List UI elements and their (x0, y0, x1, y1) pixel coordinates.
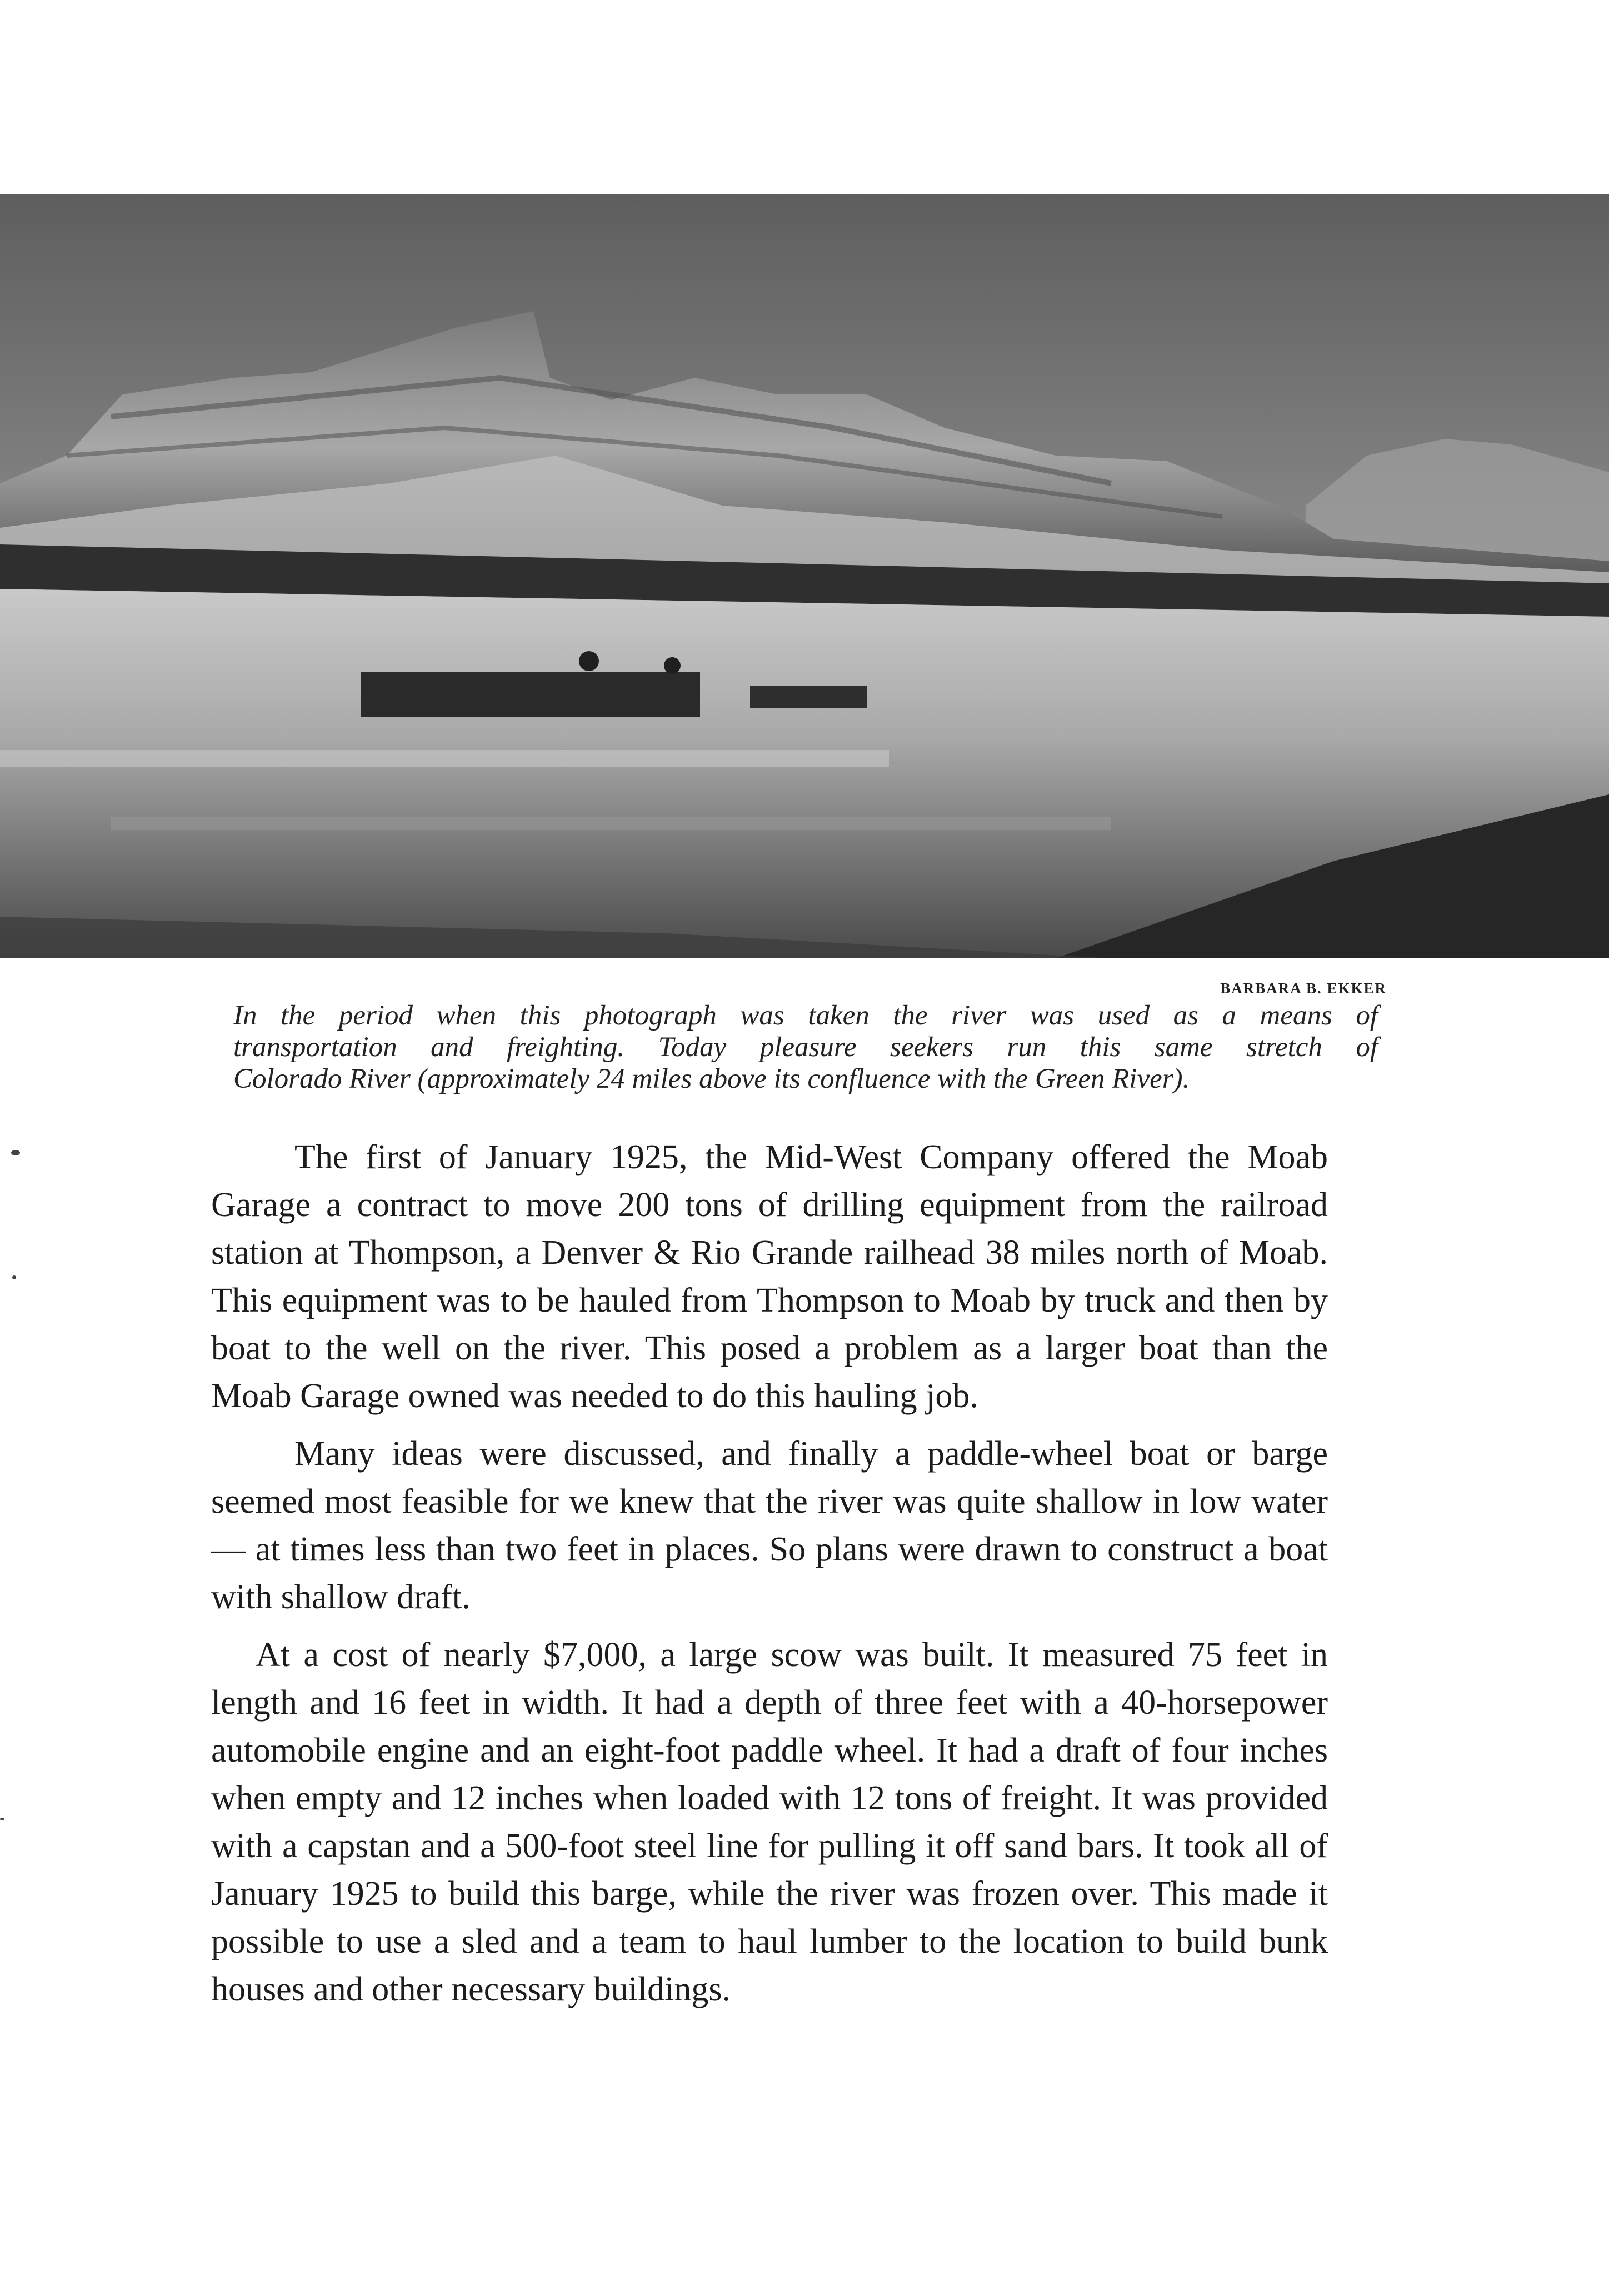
caption-line-1: In the period when this photograph was taken the river was used as a means of (233, 1000, 1378, 1031)
margin-speck (0, 1818, 4, 1820)
photo-caption (233, 1000, 1378, 1095)
margin-speck (11, 1150, 20, 1155)
article-body (211, 1133, 1328, 2023)
river-photograph (0, 194, 1609, 958)
paragraph-2: Many ideas were discussed, and finally a paddle-wheel boat or barge seemed most feasible for we knew that the river was quite shallow in low water — at times less than two feet in places. So plans were drawn to construct a boat with shallow draft. (211, 1435, 1328, 1616)
paragraph-1: The first of January 1925, the Mid-West Company offered the Moab Garage a contract to move 200 tons of drilling equipment from the railroad station at Thompson, a Denver & Rio Grande railhead 38 miles north of Moab. This equipment was to be hauled from Thompson to Moab by truck and then by boat to the well on the river. This posed a problem as a larger boat than the Moab Garage owned was needed to do this hauling job. (211, 1138, 1328, 1415)
caption-line-2: transportation and freighting. Today pleasure seekers run this same stretch of (233, 1032, 1378, 1063)
river-landscape-photo-icon (0, 194, 1609, 958)
caption-line-3: Colorado River (approximately 24 miles above its confluence with the Green River). (233, 1063, 1190, 1094)
photo-credit: BARBARA B. EKKER (1220, 980, 1387, 997)
margin-speck (12, 1275, 16, 1279)
paragraph-3: At a cost of nearly $7,000, a large scow was built. It measured 75 feet in length and 16 feet in width. It had a depth of three feet with a 40-horsepower automobile engine and an eight-foot paddle wheel. It had a draft of four inches when empty and 12 inches when loaded with 12 tons of freight. It was provided with a capstan and a 500-foot steel line for pulling it off sand bars. It took all of January 1925 to build this barge, while the river was frozen over. This made it possible to use a sled and a team to haul lumber to the location to build bunk houses and other necessary buildings. (211, 1636, 1328, 2008)
